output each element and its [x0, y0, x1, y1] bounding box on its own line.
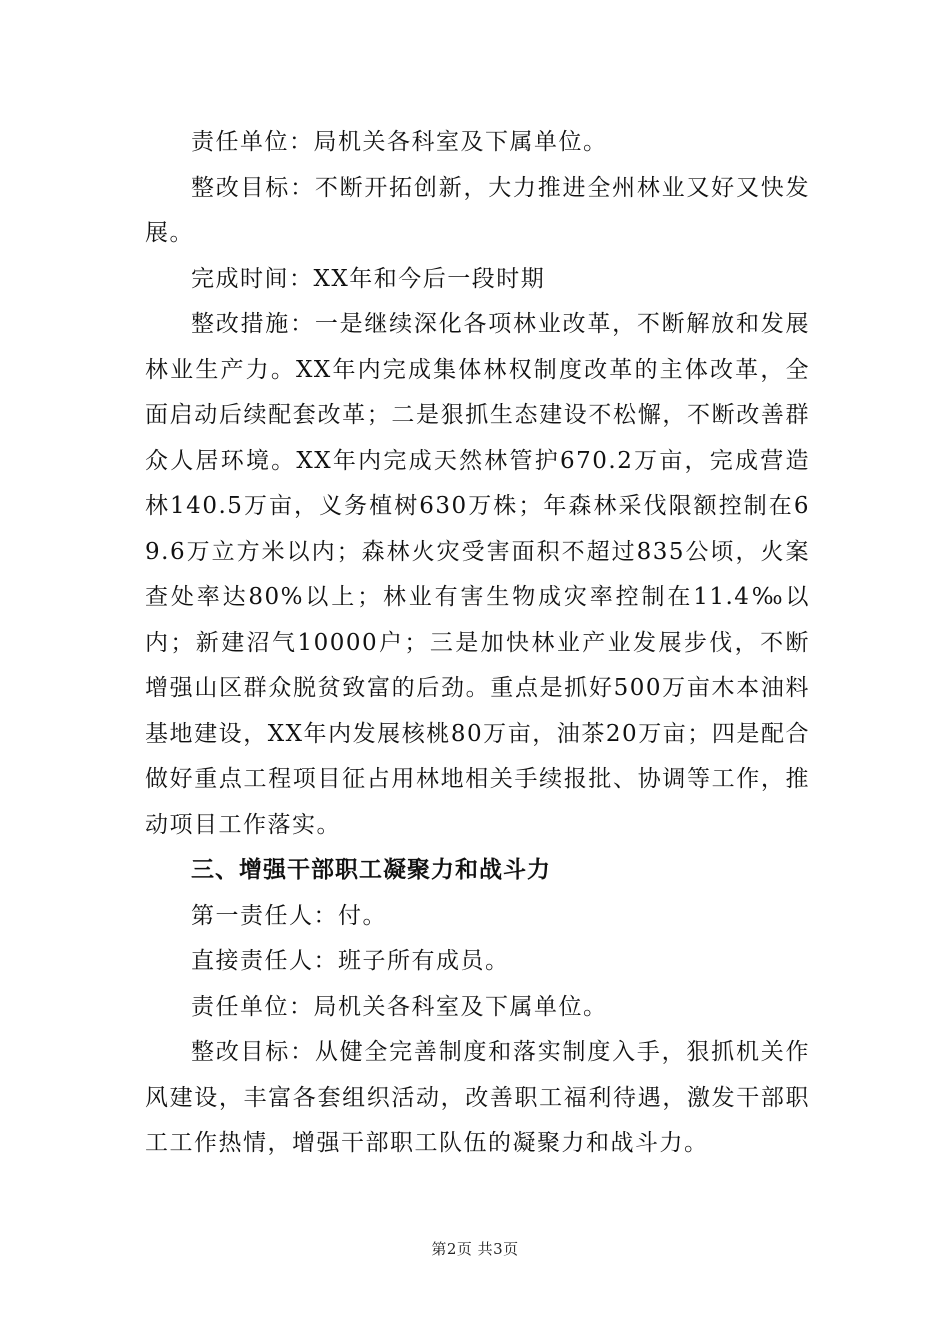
paragraph-completion-time: 完成时间：XX年和今后一段时期: [191, 265, 546, 292]
paragraph-rectification-goal: 整改目标：不断开拓创新，大力推进全州林业又好又快发展。: [145, 174, 810, 246]
paragraph-responsible-unit: 责任单位：局机关各科室及下属单位。: [191, 129, 608, 155]
page-footer: 第2页 共3页: [431, 1240, 519, 1258]
paragraph-first-responsible: 第一责任人：付。: [191, 902, 387, 929]
paragraph-rectification-goal-2: 整改目标：从健全完善制度和落实制度入手，狠抓机关作风建设，丰富各套组织活动，改善职工福利待遇，激发干部职工工作热情，增强干部职工队伍的凝聚力和战斗力。: [145, 1039, 810, 1156]
paragraph-direct-responsible: 直接责任人：班子所有成员。: [191, 948, 510, 974]
paragraph-rectification-measures: 整改措施：一是继续深化各项林业改革，不断解放和发展林业生产力。XX年内完成集体林权制度改革的主体改革，全面启动后续配套改革；二是狠抓生态建设不松懈，不断改善群众人居环境。XX年内完成天然林管护670.2万亩，完成营造林140.5万亩，义务植树630万株；年森林采伐限额控制在69.6万立方米以内；森林火灾受害面积不超过835公顷，火案查处率达80%以上；林业有害生物成灾率控制在11.4‰以内；新建沼气10000户；三是加快林业产业发展步伐，不断增强山区群众脱贫致富的后劲。重点是抓好500万亩木本油料基地建设，XX年内发展核桃80万亩，油茶20万亩；四是配合做好重点工程项目征占用林地相关手续报批、协调等工作，推动项目工作落实。: [145, 311, 810, 838]
section-heading: 三、增强干部职工凝聚力和战斗力: [191, 857, 551, 883]
paragraph-responsible-unit-2: 责任单位：局机关各科室及下属单位。: [191, 993, 608, 1020]
document-body: [145, 120, 810, 1167]
